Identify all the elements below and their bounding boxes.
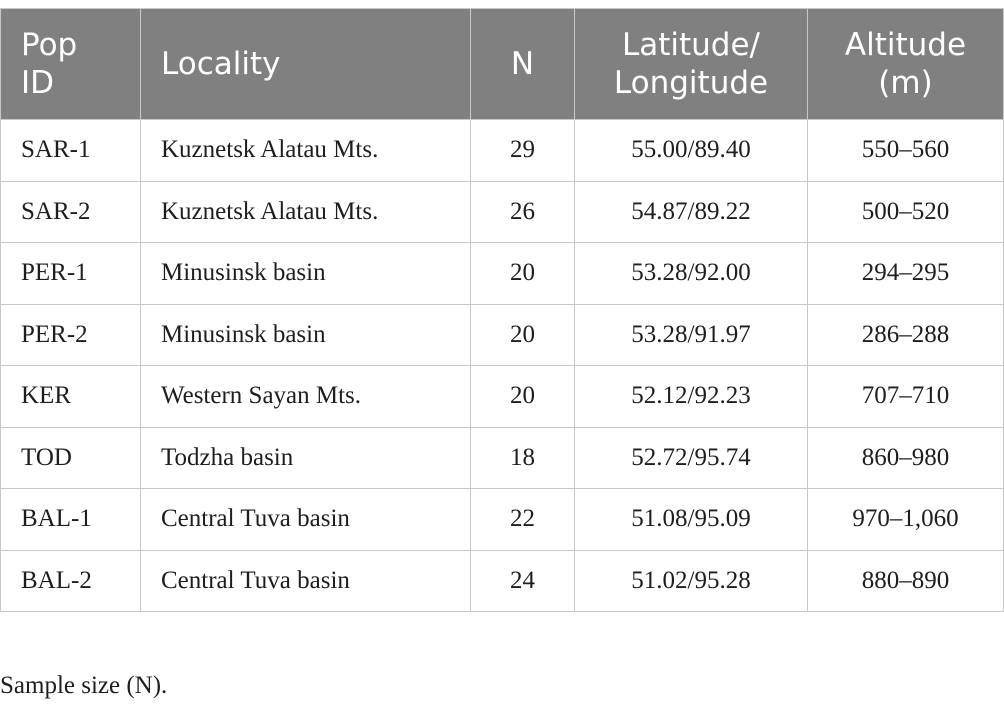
cell-pop-id: PER-1 <box>1 243 141 305</box>
header-pop-id-line-2: ID <box>21 65 55 101</box>
cell-lat-long: 51.02/95.28 <box>575 550 808 612</box>
header-lat-long-line-2: Longitude <box>613 65 769 101</box>
header-locality: Locality <box>141 9 471 120</box>
cell-altitude: 880–890 <box>808 550 1004 612</box>
cell-n: 26 <box>471 181 575 243</box>
cell-lat-long: 53.28/91.97 <box>575 304 808 366</box>
cell-lat-long: 52.12/92.23 <box>575 366 808 428</box>
table-body <box>1 120 1004 612</box>
table-row <box>1 366 1004 428</box>
table-row <box>1 489 1004 551</box>
cell-lat-long: 54.87/89.22 <box>575 181 808 243</box>
cell-altitude: 550–560 <box>808 120 1004 182</box>
cell-lat-long: 55.00/89.40 <box>575 120 808 182</box>
cell-pop-id: SAR-2 <box>1 181 141 243</box>
cell-locality: Minusinsk basin <box>141 243 471 305</box>
table-row <box>1 181 1004 243</box>
cell-n: 24 <box>471 550 575 612</box>
table-footnote: Sample size (N). <box>0 672 168 699</box>
cell-locality: Central Tuva basin <box>141 550 471 612</box>
table-row <box>1 243 1004 305</box>
header-altitude-line-2: (m) <box>878 65 933 101</box>
cell-locality: Kuznetsk Alatau Mts. <box>141 181 471 243</box>
cell-locality: Todzha basin <box>141 427 471 489</box>
cell-pop-id: BAL-1 <box>1 489 141 551</box>
cell-altitude: 500–520 <box>808 181 1004 243</box>
cell-lat-long: 52.72/95.74 <box>575 427 808 489</box>
table-row <box>1 120 1004 182</box>
cell-n: 20 <box>471 304 575 366</box>
cell-altitude: 286–288 <box>808 304 1004 366</box>
table-row <box>1 304 1004 366</box>
cell-altitude: 860–980 <box>808 427 1004 489</box>
cell-altitude: 707–710 <box>808 366 1004 428</box>
cell-locality: Central Tuva basin <box>141 489 471 551</box>
cell-pop-id: TOD <box>1 427 141 489</box>
cell-pop-id: PER-2 <box>1 304 141 366</box>
header-row <box>1 9 1004 120</box>
cell-altitude: 294–295 <box>808 243 1004 305</box>
cell-locality: Minusinsk basin <box>141 304 471 366</box>
header-lat-long-line-1: Latitude/ <box>621 27 761 63</box>
cell-n: 20 <box>471 243 575 305</box>
table-header <box>1 9 1004 120</box>
cell-pop-id: SAR-1 <box>1 120 141 182</box>
cell-n: 22 <box>471 489 575 551</box>
cell-lat-long: 51.08/95.09 <box>575 489 808 551</box>
cell-lat-long: 53.28/92.00 <box>575 243 808 305</box>
cell-n: 20 <box>471 366 575 428</box>
header-lat-long <box>575 9 808 120</box>
table-row <box>1 427 1004 489</box>
table-row <box>1 550 1004 612</box>
cell-locality: Kuznetsk Alatau Mts. <box>141 120 471 182</box>
header-pop-id <box>1 9 141 120</box>
population-table <box>0 8 1004 612</box>
cell-locality: Western Sayan Mts. <box>141 366 471 428</box>
cell-n: 29 <box>471 120 575 182</box>
cell-altitude: 970–1,060 <box>808 489 1004 551</box>
cell-pop-id: BAL-2 <box>1 550 141 612</box>
header-pop-id-line-1: Pop <box>21 27 78 63</box>
header-altitude-line-1: Altitude <box>844 27 967 63</box>
header-altitude <box>808 9 1004 120</box>
cell-pop-id: KER <box>1 366 141 428</box>
cell-n: 18 <box>471 427 575 489</box>
header-n: N <box>471 9 575 120</box>
